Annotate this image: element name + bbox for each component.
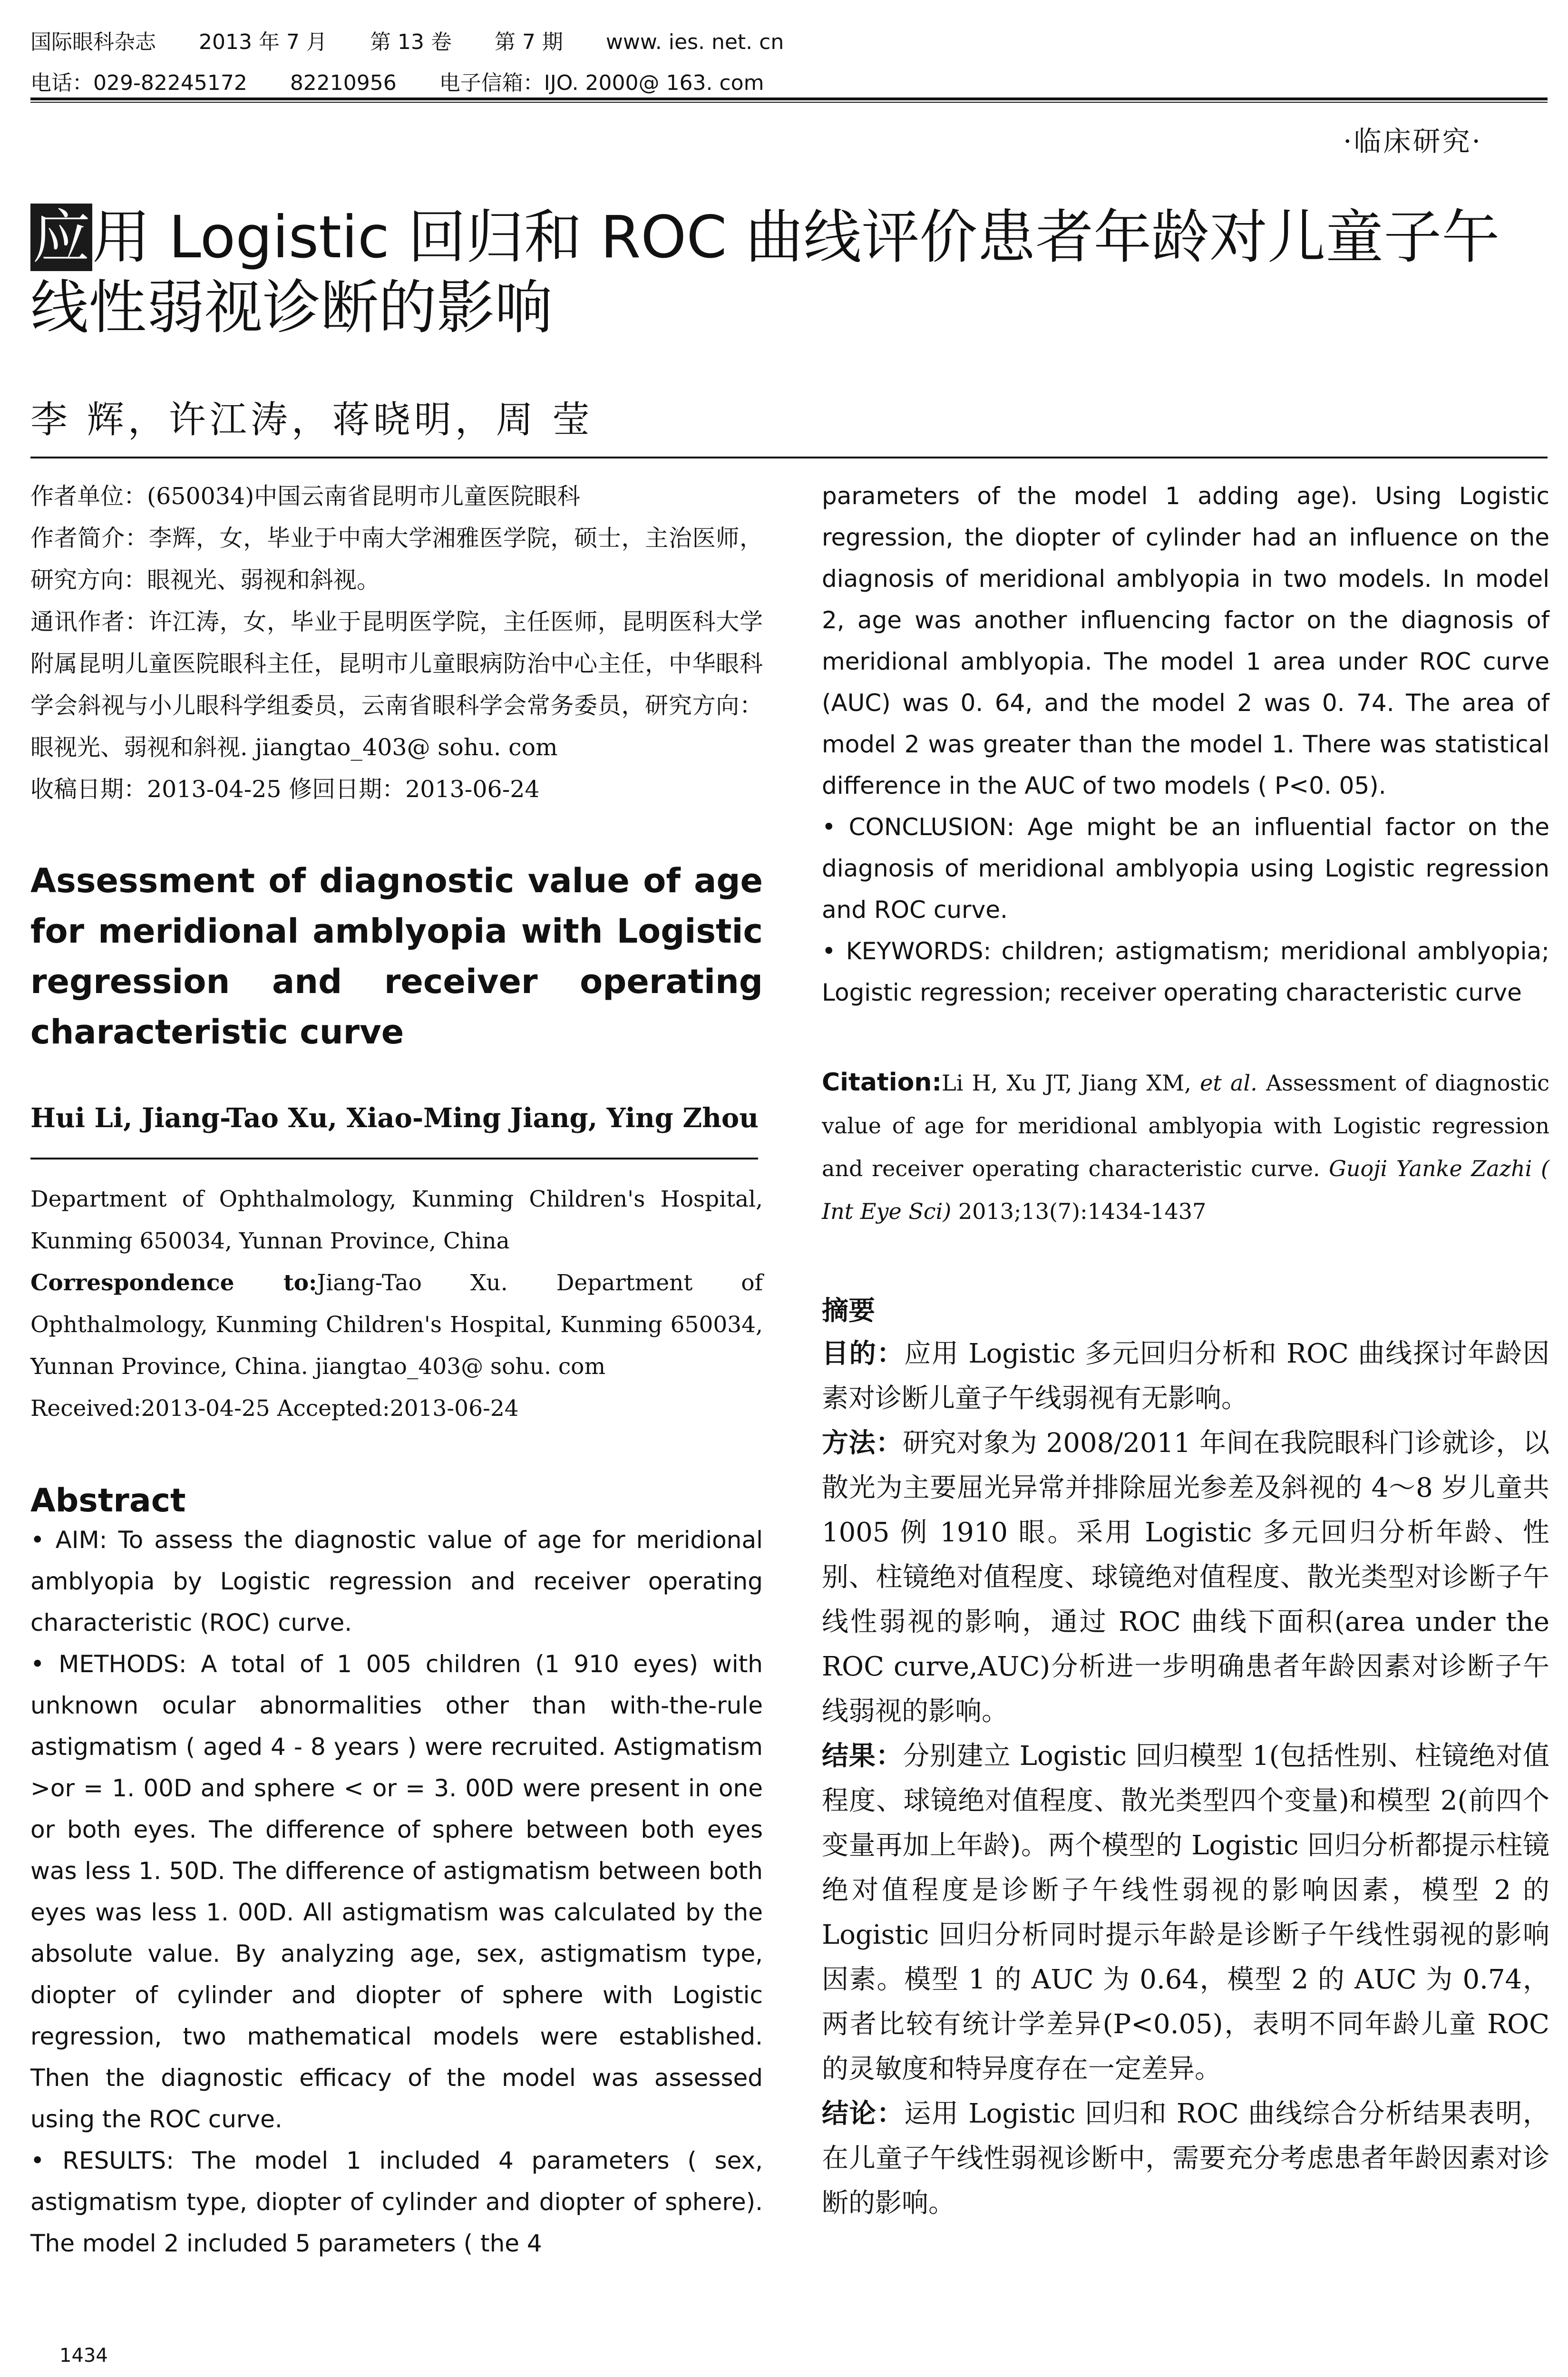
cn-conclusion-text: 运用 Logistic 回归和 ROC 曲线综合分析结果表明，在儿童子午线性弱视诊断中，需要充分考虑患者年龄因素对诊断的影响。 [822, 2098, 1549, 2219]
cn-abstract-results [822, 1734, 1549, 2092]
english-authors-rule [30, 1158, 758, 1159]
abstract-conclusion: • CONCLUSION: Age might be an influential factor on the diagnosis of meridional amblyopia using Logistic regression and ROC curve. [822, 813, 1549, 924]
author-affiliation: 作者单位：(650034)中国云南省昆明市儿童医院眼科 [30, 483, 581, 510]
abstract-left [30, 1520, 763, 2264]
journal-website: www. ies. net. cn [605, 30, 784, 54]
authors-rule [30, 457, 1548, 458]
received-dates: 收稿日期：2013-04-25 修回日期：2013-06-24 [30, 776, 540, 803]
section-tag: ·临床研究· [1343, 125, 1482, 157]
english-title: Assessment of diagnostic value of age for meridional amblyopia with Logistic regression and receiver operating characteristic curve [30, 861, 763, 1052]
page-number: 1434 [59, 2345, 108, 2367]
phone-2: 82210956 [290, 71, 397, 95]
title-line2: 线性弱视诊断的影响 [30, 274, 553, 341]
abstract-right [822, 476, 1549, 1013]
issue-date: 2013 年 7 月 [199, 30, 327, 54]
cn-methods-text: 研究对象为 2008/2011 年间在我院眼科门诊就诊，以散光为主要屈光异常并排除屈光参差及斜视的 4～8 岁儿童共 1005 例 1910 眼。采用 Logistic 多元回归分析年龄、性别、柱镜绝对值程度、球镜绝对值程度、散光类型对诊断子午线性弱视的影响，通过 ROC 曲线下面积(area under the ROC curve,AUC)分析进一步明确患者年龄因素对诊断子午线弱视的影响。 [822, 1428, 1550, 1727]
abstract-heading: Abstract [30, 1482, 186, 1520]
cn-aim-label: 目的： [822, 1338, 905, 1369]
abstract-results-cont: parameters of the model 1 adding age). Using Logistic regression, the diopter of cylinder had an influence on the diagnosis of meridional amblyopia in two models. In model 2, age was another influencing factor on the diagnosis of meridional amblyopia. The model 1 area under ROC curve (AUC) was 0. 64, and the model 2 was 0. 74. The area of model 2 was greater than the model 1. There was statistical difference in the AUC of two models ( P<0. 05). [822, 482, 1549, 799]
abstract-methods: • METHODS: A total of 1 005 children (1 910 eyes) with unknown ocular abnormalities other than with-the-rule astigmatism ( aged 4 - 8 years ) were recruited. Astigmatism >or = 1. 00D and sphere < or = 3. 00D were present in one or both eyes. The difference of sphere between both eyes was less 1. 50D. The difference of astigmatism between both eyes was less 1. 00D. All astigmatism was calculated by the absolute value. By analyzing age, sex, astigmatism type, diopter of cylinder and diopter of sphere with Logistic regression, two mathematical models were established. Then the diagnostic efficacy of the model was assessed using the ROC curve. [30, 1650, 763, 2133]
phone: 电话：029-82245172 [30, 71, 247, 95]
cn-abstract-conclusion [822, 2092, 1549, 2226]
cn-abstract [822, 1332, 1549, 2226]
journal-header-line1 [30, 25, 827, 55]
correspondence [30, 1262, 763, 1388]
affiliation-block [30, 1179, 763, 1430]
cn-abstract-heading: 摘要 [822, 1296, 875, 1326]
received-accepted: Received:2013-04-25 Accepted:2013-06-24 [30, 1395, 519, 1422]
citation-authors: Li H, Xu JT, Jiang XM, [942, 1070, 1200, 1096]
citation-title: Assessment of diagnostic value of age for meridional amblyopia with Logistic regression and receiver operating characteristic curve. [822, 1070, 1549, 1181]
issue-number: 第 7 期 [494, 30, 563, 54]
cn-methods-label: 方法： [822, 1428, 903, 1459]
correspondence-text: Jiang-Tao Xu. Department of Ophthalmology, Kunming Children's Hospital, Kunming 650034, Yunnan Province, China. jiangtao_403@ sohu. com [30, 1270, 763, 1380]
citation [822, 1061, 1549, 1233]
correspondence-label: Correspondence to: [30, 1270, 317, 1296]
citation-etal: et al. [1200, 1070, 1257, 1096]
left-column [30, 476, 763, 2264]
english-authors: Hui Li, Jiang-Tao Xu, Xiao-Ming Jiang, Ying Zhou [30, 1102, 759, 1134]
cn-results-text: 分别建立 Logistic 回归模型 1(包括性别、柱镜绝对值程度、球镜绝对值程度、散光类型四个变量)和模型 2(前四个变量再加上年龄)。两个模型的 Logistic 回归分析都提示柱镜绝对值程度是诊断子午线性弱视的影响因素，模型 2 的 Logistic 回归分析同时提示年龄是诊断子午线性弱视的影响因素。模型 1 的 AUC 为 0.64，模型 2 的 AUC 为 0.74，两者比较有统计学差异(P<0.05)，表明不同年龄儿童 ROC 的灵敏度和特异度存在一定差异。 [822, 1741, 1549, 2085]
abstract-results: • RESULTS: The model 1 included 4 parameters ( sex, astigmatism type, diopter of cylinder and diopter of sphere). The model 2 included 5 parameters ( the 4 [30, 2147, 763, 2257]
email: 电子信箱：IJO. 2000@ 163. com [439, 71, 764, 95]
volume: 第 13 卷 [370, 30, 452, 54]
article-title [30, 202, 1548, 343]
right-column [822, 476, 1549, 2226]
corresponding-author: 通讯作者：许江涛，女，毕业于昆明医学院，主任医师，昆明医科大学附属昆明儿童医院眼科主任，昆明市儿童眼病防治中心主任，中华眼科学会斜视与小儿眼科学组委员，云南省眼科学会常务委员，研究方向：眼视光、弱视和斜视. jiangtao_403@ sohu. com [30, 608, 763, 761]
title-drop-char: 应 [30, 204, 92, 271]
header-rule-thin [30, 102, 1548, 103]
header-rule [30, 97, 1548, 100]
cn-conclusion-label: 结论： [822, 2098, 905, 2129]
citation-label: Citation: [822, 1068, 942, 1097]
citation-volume: 2013;13(7):1434-1437 [951, 1198, 1207, 1224]
abstract-aim: • AIM: To assess the diagnostic value of age for meridional amblyopia by Logistic regression and receiver operating characteristic (ROC) curve. [30, 1526, 763, 1637]
citation-journal: Guoji Yanke Zazhi ( Int Eye Sci) [822, 1156, 1549, 1224]
title-line1: 用 Logistic 回归和 ROC 曲线评价患者年龄对儿童子午 [92, 204, 1500, 271]
journal-name: 国际眼科杂志 [30, 30, 156, 54]
cn-results-label: 结果： [822, 1741, 903, 1772]
author-bio: 作者简介：李辉，女，毕业于中南大学湘雅医学院，硕士，主治医师，研究方向：眼视光、弱视和斜视。 [30, 525, 763, 594]
journal-header-line2 [30, 66, 807, 96]
abstract-keywords: • KEYWORDS: children; astigmatism; meridional amblyopia; Logistic regression; receiver operating characteristic curve [822, 937, 1549, 1006]
authors-cn: 李 辉，许江涛，蒋晓明，周 莹 [30, 399, 594, 441]
cn-abstract-methods [822, 1421, 1549, 1734]
cn-aim-text: 应用 Logistic 多元回归分析和 ROC 曲线探讨年龄因素对诊断儿童子午线弱视有无影响。 [822, 1338, 1549, 1414]
cn-abstract-aim [822, 1332, 1549, 1421]
department: Department of Ophthalmology, Kunming Children's Hospital, Kunming 650034, Yunnan Province, China [30, 1186, 763, 1254]
author-info-cn [30, 476, 763, 810]
